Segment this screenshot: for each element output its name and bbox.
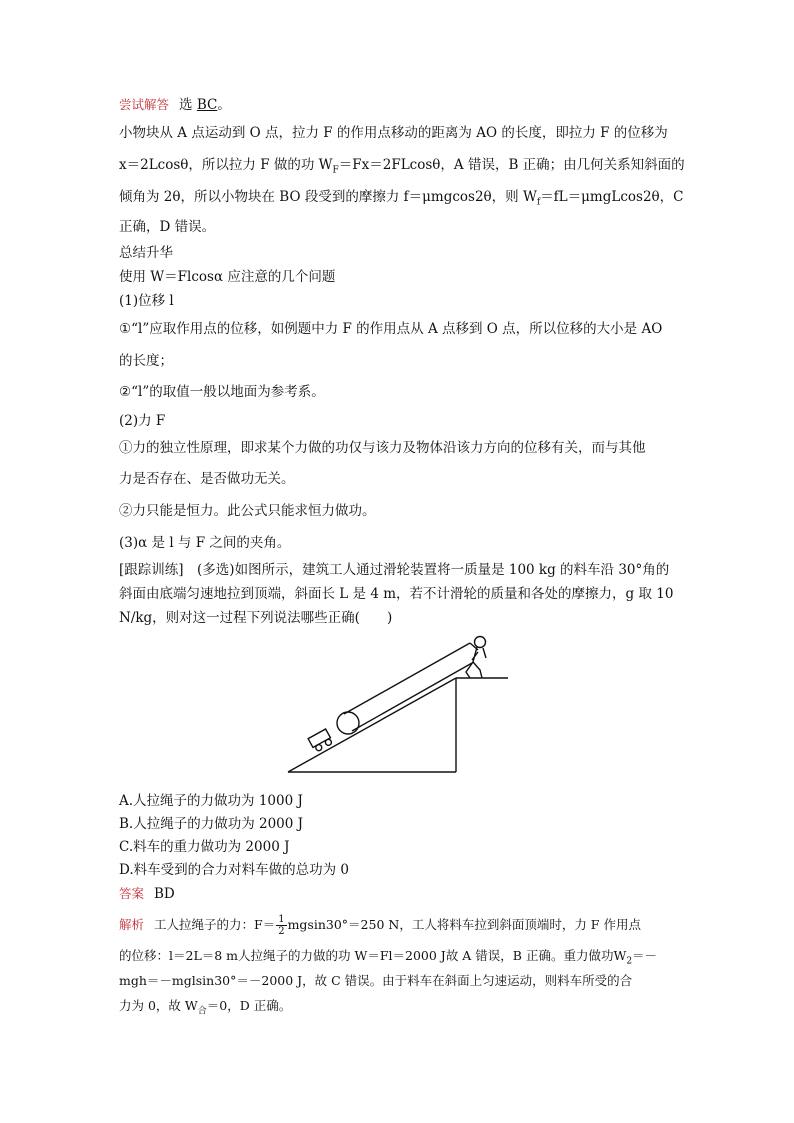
explanation-line-1 [119, 914, 679, 937]
try-answer-prefix: 选 [179, 97, 197, 113]
pulley-wheel [337, 712, 359, 734]
summary-p2-a-line2: 力是否存在、是否做功无关。 [119, 471, 295, 487]
option-d: D.料车受到的合力对料车做的总功为 0 [119, 862, 350, 878]
analysis-line-3-sub: f [536, 197, 541, 208]
option-b: B.人拉绳子的力做功为 2000 J [119, 816, 304, 832]
explanation-line-4-sub: 合 [197, 1006, 207, 1017]
incline-slope [288, 678, 456, 772]
answer-tag: 答案 [119, 886, 145, 901]
answer-line [119, 885, 175, 903]
summary-p2-a-line1: ①力的独立性原理，即求某个力做的功仅与该力及物体沿该力方向的位移有关，而与其他 [119, 440, 646, 456]
exercise-line-2: 斜面由底端匀速地拉到顶端，斜面长 L 是 4 m，若不计滑轮的质量和各处的摩擦力，g 取 10 [119, 586, 674, 602]
analysis-line-3-rest: ＝fL＝μmgLcos2θ，C [540, 189, 684, 205]
option-a: A.人拉绳子的力做功为 1000 J [119, 793, 303, 809]
explanation-line-1-b: mgsin30°＝250 N，工人将料车拉到斜面顶端时，力 F 作用点 [287, 917, 641, 932]
summary-p1-b: ②“l”的取值一般以地面为参考系。 [119, 384, 325, 400]
summary-p2-title: (2)力 F [119, 413, 166, 429]
fraction-one-half [276, 914, 286, 937]
exercise-line-1: [跟踪训练] (多选)如图所示，建筑工人通过滑轮装置将一质量是 100 kg 的料车沿 30°角的 [119, 562, 670, 578]
explanation-line-2-rest: ＝－ [632, 948, 658, 963]
analysis-line-3-text: 倾角为 2θ，所以小物块在 BO 段受到的摩擦力 f＝μmgcos2θ，则 W [119, 189, 537, 205]
explanation-line-2-sub: 2 [626, 956, 633, 967]
explanation-tag: 解析 [119, 917, 145, 932]
summary-p2-b: ②力只能是恒力。此公式只能求恒力做功。 [119, 503, 376, 519]
explanation-line-3: mgh＝－mglsin30°＝－2000 J，故 C 错误。由于料车在斜面上匀速运动，则料车所受的合 [119, 973, 633, 988]
summary-p1-a-line2: 的长度； [119, 353, 173, 369]
explanation-line-1-a: 工人拉绳子的力：F＝ [154, 917, 276, 932]
analysis-line-4: 正确，D 错误。 [119, 219, 216, 235]
analysis-line-1: 小物块从 A 点运动到 O 点，拉力 F 的作用点移动的距离为 AO 的长度，即拉力 F 的位移为 [119, 125, 668, 141]
try-answer-line [119, 96, 679, 114]
analysis-line-3 [119, 189, 684, 212]
try-answer-choice: BC [196, 97, 218, 113]
rope-upper [344, 643, 470, 714]
explanation-line-4 [119, 997, 679, 1021]
exercise-line-3: N/kg，则对这一过程下列说法哪些正确( ) [119, 610, 393, 626]
explanation-line-4-a: 力为 0，故 W [119, 998, 198, 1013]
summary-heading: 总结升华 [119, 245, 173, 261]
explanation-line-2 [119, 947, 679, 971]
worker-figure [466, 637, 486, 679]
summary-p1-a-line1: ①“l”应取作用点的位移，如例题中力 F 的作用点从 A 点移到 O 点，所以位移的大小是 AO [119, 321, 663, 337]
try-answer-tag: 尝试解答 [119, 97, 170, 112]
analysis-line-2 [119, 157, 685, 180]
rope-lower [352, 663, 472, 731]
try-answer-suffix: 。 [217, 97, 231, 113]
analysis-line-2-rest: ＝Fx＝2FLcosθ，A 错误，B 正确；由几何关系知斜面的 [338, 157, 685, 173]
summary-p1-title: (1)位移 l [119, 293, 174, 309]
explanation-line-4-b: ＝0，D 正确。 [206, 998, 292, 1013]
fraction-denominator: 2 [278, 926, 285, 937]
explanation-line-2-text: 的位移：l＝2L＝8 m人拉绳子的力做的功 W＝Fl＝2000 J故 A 错误，B 正确。重力做功W [119, 948, 627, 963]
analysis-line-2-text: x＝2Lcosθ，所以拉力 F 做的功 W [119, 157, 333, 173]
answer-value: BD [154, 886, 175, 902]
fraction-numerator: 1 [278, 914, 285, 925]
option-c: C.料车的重力做功为 2000 J [119, 839, 290, 855]
analysis-line-2-sub: F [332, 165, 339, 176]
summary-subtitle: 使用 W＝Flcosα 应注意的几个问题 [119, 269, 336, 285]
incline-pulley-figure [282, 630, 518, 778]
summary-p3: (3)α 是 l 与 F 之间的夹角。 [119, 535, 291, 551]
